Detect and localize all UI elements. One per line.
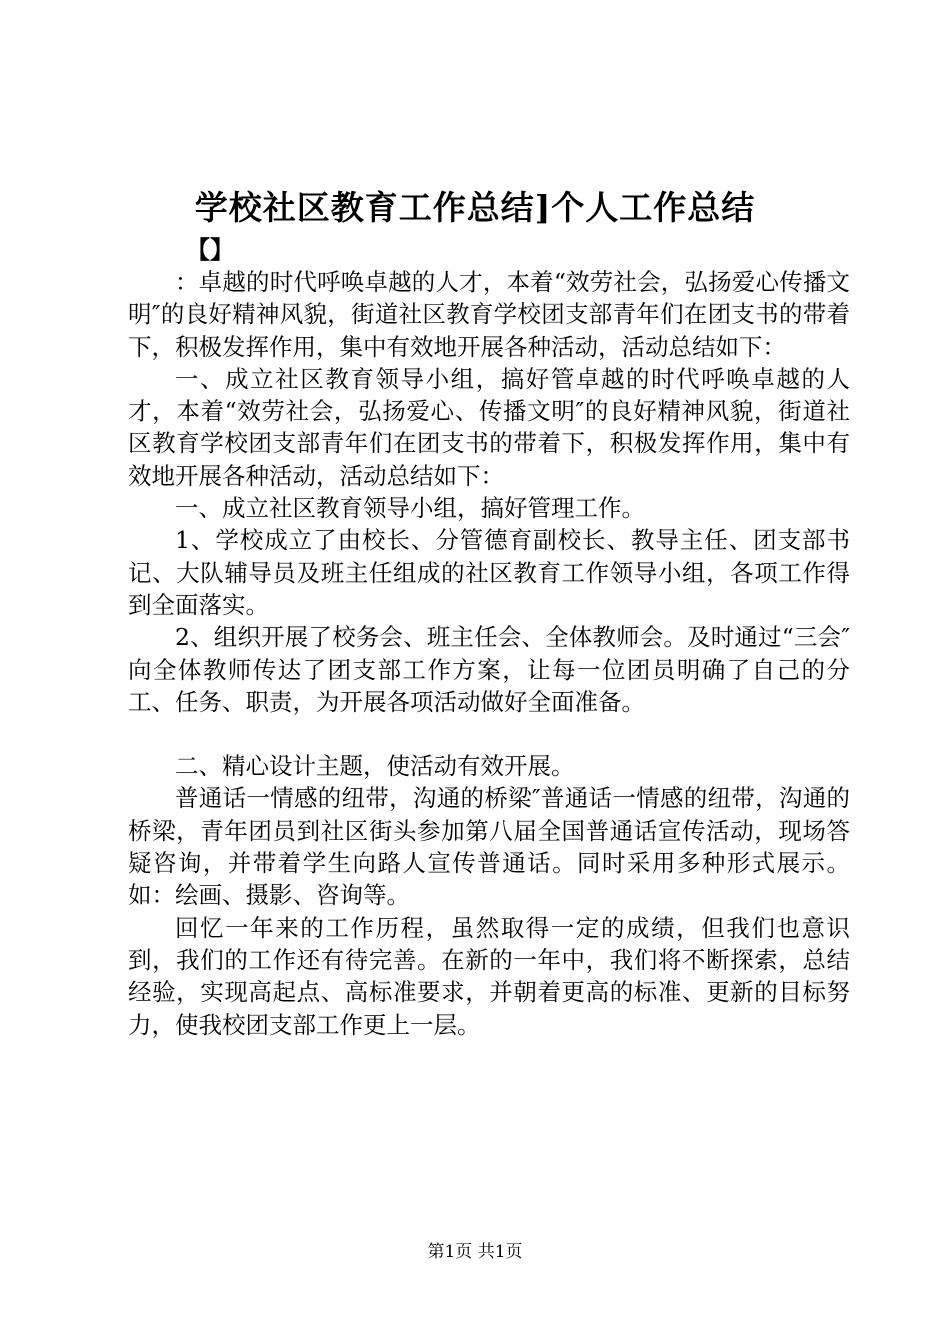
document-body bbox=[128, 266, 850, 1041]
paragraph-conclusion: 回忆一年来的工作历程，虽然取得一定的成绩，但我们也意识到，我们的工作还有待完善。在新的一年中，我们将不断探索，总结经验，实现高起点、高标准要求，并朝着更高的标准、更新的目标努力，使我校团支部工作更上一层。 bbox=[128, 913, 850, 1039]
bracket-note: 【】 bbox=[186, 235, 234, 264]
paragraph-item-one: 1、学校成立了由校长、分管德育副校长、教导主任、团支部书记、大队辅导员及班主任组成的社区教育工作领导小组，各项工作得到全面落实。 bbox=[128, 526, 850, 619]
page-footer: 第1页 共1页 bbox=[427, 1242, 523, 1262]
paragraph-section-two-heading: 二、精心设计主题，使活动有效开展。 bbox=[175, 752, 575, 781]
paragraph-item-two: 2、组织开展了校务会、班主任会、全体教师会。及时通过“三会″向全体教师传达了团支部工作方案，让每一位团员明确了自己的分工、任务、职责，为开展各项活动做好全面准备。 bbox=[128, 623, 850, 716]
paragraph-section-one-heading: 一、成立社区教育领导小组，搞好管理工作。 bbox=[175, 494, 645, 523]
document-title: 学校社区教育工作总结]个人工作总结 bbox=[194, 188, 756, 227]
paragraph-mandarin-activity: 普通话一情感的纽带，沟通的桥梁″普通话一情感的纽带，沟通的桥梁，青年团员到社区街头参加第八届全国普通话宣传活动，现场答疑咨询，并带着学生向路人宣传普通话。同时采用多种形式展示。如：绘画、摄影、咨询等。 bbox=[128, 784, 850, 910]
paragraph-intro: ：卓越的时代呼唤卓越的人才，本着“效劳社会，弘扬爱心传播文明″的良好精神风貌，街道社区教育学校团支部青年们在团支书的带着下，积极发挥作用，集中有效地开展各种活动，活动总结如下： bbox=[128, 268, 850, 361]
paragraph-section-one-repeat: 一、成立社区教育领导小组，搞好管卓越的时代呼唤卓越的人才，本着“效劳社会，弘扬爱心、传播文明″的良好精神风貌，街道社区教育学校团支部青年们在团支书的带着下，积极发挥作用，集中有效地开展各种活动，活动总结如下： bbox=[128, 364, 850, 490]
